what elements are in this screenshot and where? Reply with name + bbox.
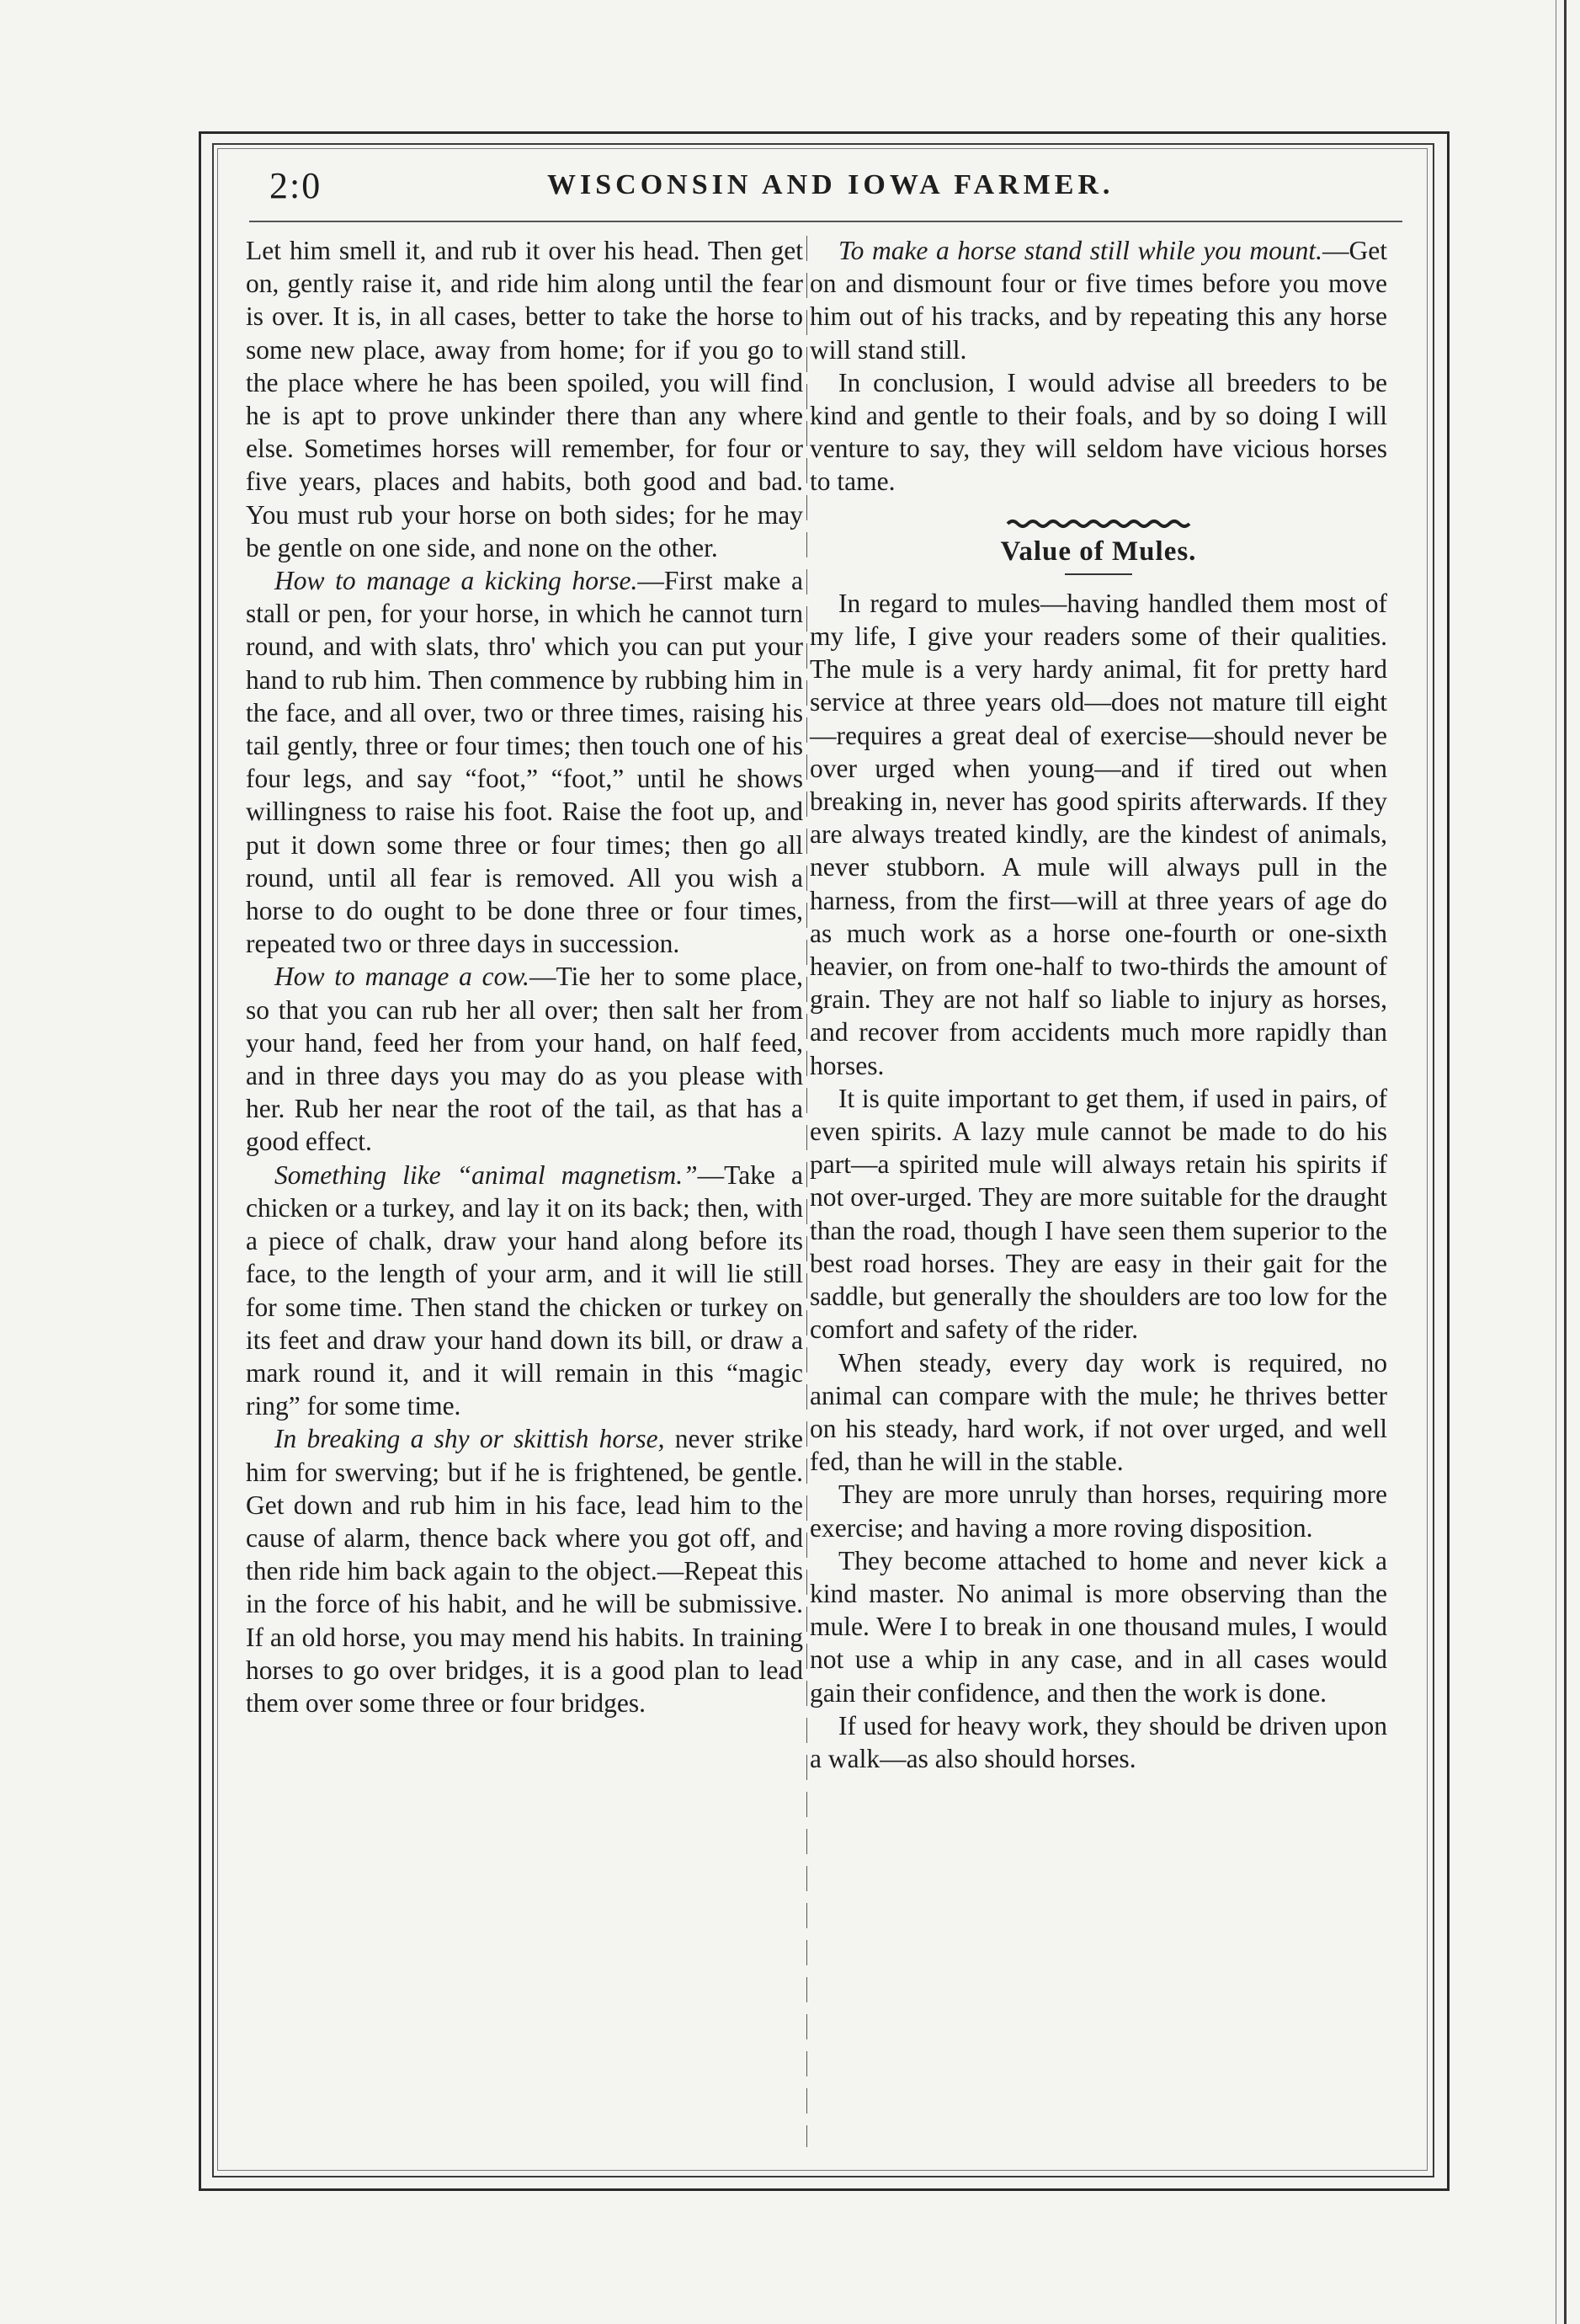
paragraph-body: —Get on and dismount four or five times before you move him out of his tracks, and by repeating this any horse will stand still.	[810, 236, 1387, 365]
paragraph-heading: In breaking a shy or skittish horse,	[274, 1424, 665, 1454]
page-header	[269, 164, 1381, 215]
paragraph-body: never strike him for swerving; but if he is frightened, be gentle. Get down and rub him in his face, lead him to the cause of alarm, thence back where you got off, and then ride him back again to the object.—Repeat this in the force of his habit, and he will be submissive. If an old horse, you may mend his habits. In training horses to go over bridges, it is a good plan to lead them over some three or four bridges.	[246, 1424, 804, 1718]
page-number: 2:0	[269, 165, 322, 206]
paragraph-heading: To make a horse stand still while you mount.	[838, 236, 1323, 265]
paragraph-heading: How to manage a cow.	[274, 962, 529, 992]
paragraph-kicking-horse	[246, 564, 803, 960]
paragraph: When steady, every day work is required, no animal can compare with the mule; he thrives better on his steady, hard work, if not over urged, and well fed, than he will in the stable.	[810, 1347, 1387, 1477]
header-rule	[249, 221, 1402, 222]
paragraph: Let him smell it, and rub it over his head. Then get on, gently raise it, and ride him along until the fear is over. It is, in all cases, better to take the horse to some new place, away from home; for if you go to the place where he has been spoiled, you will find he is apt to prove unkinder there than any where else. Sometimes horses will remember, for four or five years, places and habits, both good and bad. You must rub your horse on both sides; for he may be gentle on one side, and none on the other.	[246, 236, 803, 562]
column-divider	[806, 236, 807, 2147]
title-rule	[1065, 573, 1132, 575]
wavy-ornament-icon	[1006, 517, 1191, 530]
paragraph: If used for heavy work, they should be driven upon a walk—as also should horses.	[810, 1710, 1387, 1773]
adjacent-page-edge	[1564, 0, 1567, 2324]
paragraph-stand-still	[810, 234, 1387, 366]
paragraph-heading: How to manage a kicking horse.	[274, 566, 638, 596]
paragraph: It is quite important to get them, if used in pairs, of even spirits. A lazy mule cannot be made to do his part—a spirited mule will always retain his spirits if not over-urged. They are more suitable for the draught than the road, though I have seen them superior to the best road horses. They are easy in their gait for the saddle, but generally the shoulders are too low for the comfort and safety of the rider.	[810, 1083, 1387, 1345]
left-column	[246, 234, 803, 1719]
paragraph-manage-cow	[246, 960, 803, 1158]
paragraph: In conclusion, I would advise all breeders to be kind and gentle to their foals, and by so doing I will venture to say, they will seldom have vicious horses to tame.	[810, 367, 1387, 497]
paragraph: They are more unruly than horses, requiring more exercise; and having a more roving disposition.	[810, 1479, 1387, 1543]
paragraph: In regard to mules—having handled them most of my life, I give your readers some of their qualities. The mule is a very hardy animal, fit for pretty hard service at three years old—does not mature till eight—requires a great deal of exercise—should never be over urged when young—and if tired out when breaking in, never has good spirits afterwards. If they are always treated kindly, are the kindest of animals, never stubborn. A mule will always pull in the harness, from the first—will at three years of age do as much work as a horse one-fourth or one-sixth heavier, on from one-half to two-thirds the amount of grain. They are not half so liable to injury as horses, and recover from accidents much more rapidly than horses.	[810, 588, 1387, 1080]
paragraph-body: —First make a stall or pen, for your horse, in which he cannot turn round, and with slats, thro' which you can put your hand to rub him. Then commence by rubbing him in the face, and all over, two or three times, raising his tail gently, three or four times; then touch one of his four legs, and say “foot,” “foot,” until he shows willingness to raise his foot. Raise the foot up, and put it down some three or four times; then go all round, until all fear is removed. All you wish a horse to do ought to be done three or four times, repeated two or three days in succession.	[246, 566, 803, 959]
paragraph-skittish-horse	[246, 1422, 803, 1719]
right-column	[810, 234, 1387, 1775]
paragraph-heading: Something like “animal magnetism.”	[274, 1159, 698, 1190]
running-title: WISCONSIN AND IOWA FARMER.	[547, 169, 1115, 200]
paragraph-animal-magnetism	[246, 1159, 803, 1423]
paragraph-body: —Take a chicken or a turkey, and lay it on its back; then, with a piece of chalk, draw your hand along before its face, to the length of your arm, and it will lie still for some time. Then stand the chicken or turkey on its feet and draw your hand down its bill, or draw a mark round it, and it will remain in this “magic ring” for some time.	[246, 1159, 803, 1421]
paragraph: They become attached to home and never kick a kind master. No animal is more observing than the mule. Were I to break in one thousand mules, I would not use a whip in any case, and in all cases would gain their confidence, and then the work is done.	[810, 1545, 1387, 1708]
paragraph-body: —Tie her to some place, so that you can rub her all over; then salt her from your hand, feed her from your hand, on half feed, and in three days you may do as you please with her. Rub her near the root of the tail, as that has a good effect.	[246, 962, 803, 1157]
section-title: Value of Mules.	[1000, 536, 1197, 567]
